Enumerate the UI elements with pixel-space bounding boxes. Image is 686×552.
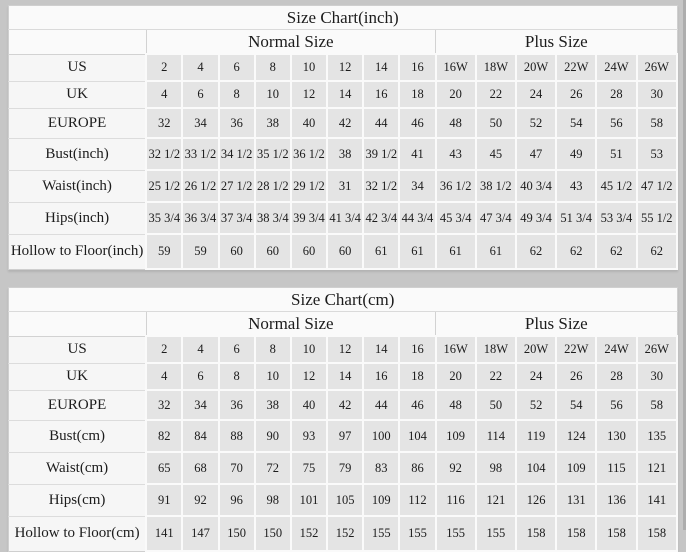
size-value-cell: 51 3/4: [556, 202, 596, 234]
size-value-cell: 92: [436, 452, 476, 484]
size-value-cell: 10: [291, 336, 327, 363]
size-value-cell: 32: [146, 108, 182, 138]
size-value-cell: 12: [291, 363, 327, 390]
size-value-cell: 60: [291, 234, 327, 269]
corner-cell: [9, 30, 147, 55]
row-label: EUROPE: [9, 108, 147, 138]
size-value-cell: 4: [146, 363, 182, 390]
size-value-cell: 114: [476, 420, 516, 452]
size-value-cell: 41 3/4: [327, 202, 363, 234]
size-value-cell: 147: [182, 516, 218, 551]
size-value-cell: 12: [327, 54, 363, 81]
size-value-cell: 55 1/2: [637, 202, 678, 234]
size-value-cell: 58: [637, 390, 677, 420]
size-value-cell: 36 1/2: [291, 138, 327, 170]
size-value-cell: 112: [399, 484, 435, 516]
table-title-row: [9, 6, 678, 30]
table-row: [9, 170, 678, 202]
size-value-cell: 16: [399, 336, 435, 363]
size-value-cell: 150: [255, 516, 291, 551]
size-value-cell: 26: [556, 81, 596, 108]
size-value-cell: 155: [363, 516, 399, 551]
size-value-cell: 26W: [637, 336, 677, 363]
size-value-cell: 8: [219, 363, 255, 390]
size-value-cell: 93: [291, 420, 327, 452]
size-value-cell: 18W: [476, 336, 516, 363]
table-row: [9, 54, 678, 81]
size-value-cell: 130: [596, 420, 636, 452]
size-value-cell: 86: [399, 452, 435, 484]
table-row: [9, 516, 678, 551]
size-value-cell: 136: [596, 484, 636, 516]
size-value-cell: 54: [556, 108, 596, 138]
size-value-cell: 38: [255, 108, 291, 138]
size-value-cell: 61: [363, 234, 399, 269]
size-value-cell: 45 1/2: [596, 170, 636, 202]
size-value-cell: 96: [219, 484, 255, 516]
size-value-cell: 2: [146, 336, 182, 363]
size-value-cell: 158: [637, 516, 677, 551]
row-label: UK: [9, 363, 147, 390]
size-value-cell: 61: [436, 234, 476, 269]
size-value-cell: 58: [637, 108, 678, 138]
table-row: [9, 108, 678, 138]
size-value-cell: 50: [476, 108, 516, 138]
size-value-cell: 25 1/2: [146, 170, 182, 202]
size-value-cell: 56: [596, 108, 636, 138]
size-value-cell: 98: [476, 452, 516, 484]
size-value-cell: 36 3/4: [182, 202, 218, 234]
size-value-cell: 40: [291, 108, 327, 138]
table-row: [9, 336, 678, 363]
normal-size-header: Normal Size: [146, 312, 435, 337]
size-value-cell: 141: [637, 484, 677, 516]
size-value-cell: 82: [146, 420, 182, 452]
table-row: [9, 363, 678, 390]
size-value-cell: 105: [327, 484, 363, 516]
size-value-cell: 20: [436, 81, 476, 108]
size-value-cell: 24W: [596, 336, 636, 363]
size-value-cell: 38 1/2: [476, 170, 516, 202]
size-value-cell: 33 1/2: [182, 138, 218, 170]
size-value-cell: 38 3/4: [255, 202, 291, 234]
size-value-cell: 83: [363, 452, 399, 484]
size-value-cell: 60: [219, 234, 255, 269]
size-value-cell: 45 3/4: [436, 202, 476, 234]
size-value-cell: 121: [476, 484, 516, 516]
size-value-cell: 50: [476, 390, 516, 420]
size-value-cell: 24W: [596, 54, 636, 81]
table-row: [9, 234, 678, 269]
row-label: UK: [9, 81, 147, 108]
size-value-cell: 126: [516, 484, 556, 516]
size-value-cell: 6: [182, 363, 218, 390]
size-value-cell: 29 1/2: [291, 170, 327, 202]
size-value-cell: 59: [182, 234, 218, 269]
size-value-cell: 31: [327, 170, 363, 202]
size-value-cell: 40: [291, 390, 327, 420]
size-value-cell: 131: [556, 484, 596, 516]
size-value-cell: 35 3/4: [146, 202, 182, 234]
size-value-cell: 14: [327, 81, 363, 108]
size-value-cell: 38: [327, 138, 363, 170]
size-value-cell: 6: [219, 54, 255, 81]
size-value-cell: 42: [327, 108, 363, 138]
size-value-cell: 16W: [436, 54, 476, 81]
row-label: Waist(inch): [9, 170, 147, 202]
table-title: Size Chart(inch): [9, 6, 678, 30]
table-row: [9, 484, 678, 516]
size-value-cell: 36 1/2: [436, 170, 476, 202]
row-label: Hips(inch): [9, 202, 147, 234]
size-value-cell: 104: [516, 452, 556, 484]
table-title: Size Chart(cm): [9, 288, 678, 312]
size-value-cell: 56: [596, 390, 636, 420]
size-value-cell: 109: [556, 452, 596, 484]
row-label: Bust(inch): [9, 138, 147, 170]
size-value-cell: 28: [596, 81, 636, 108]
size-value-cell: 4: [182, 336, 218, 363]
size-value-cell: 62: [516, 234, 556, 269]
size-value-cell: 34: [182, 108, 218, 138]
size-value-cell: 41: [399, 138, 435, 170]
size-value-cell: 52: [516, 108, 556, 138]
size-value-cell: 43: [436, 138, 476, 170]
size-value-cell: 49 3/4: [516, 202, 556, 234]
size-value-cell: 70: [219, 452, 255, 484]
size-value-cell: 26 1/2: [182, 170, 218, 202]
size-value-cell: 152: [327, 516, 363, 551]
size-value-cell: 34 1/2: [219, 138, 255, 170]
size-value-cell: 152: [291, 516, 327, 551]
table-row: [9, 202, 678, 234]
size-value-cell: 34: [399, 170, 435, 202]
size-value-cell: 30: [637, 81, 678, 108]
size-value-cell: 28 1/2: [255, 170, 291, 202]
normal-size-header: Normal Size: [146, 30, 435, 55]
size-value-cell: 116: [436, 484, 476, 516]
size-value-cell: 42: [327, 390, 363, 420]
size-value-cell: 155: [476, 516, 516, 551]
size-value-cell: 79: [327, 452, 363, 484]
size-value-cell: 35 1/2: [255, 138, 291, 170]
size-value-cell: 46: [399, 108, 435, 138]
size-value-cell: 60: [255, 234, 291, 269]
size-value-cell: 20: [436, 363, 476, 390]
size-value-cell: 14: [363, 336, 399, 363]
size-value-cell: 43: [556, 170, 596, 202]
size-value-cell: 18: [399, 363, 435, 390]
size-value-cell: 51: [596, 138, 636, 170]
size-value-cell: 90: [255, 420, 291, 452]
size-value-cell: 91: [146, 484, 182, 516]
size-value-cell: 24: [516, 81, 556, 108]
table-row: [9, 138, 678, 170]
size-value-cell: 8: [219, 81, 255, 108]
size-value-cell: 36: [219, 390, 255, 420]
size-value-cell: 32 1/2: [146, 138, 182, 170]
size-value-cell: 54: [556, 390, 596, 420]
size-value-cell: 18: [399, 81, 435, 108]
table-row: [9, 390, 678, 420]
size-value-cell: 12: [291, 81, 327, 108]
size-value-cell: 44 3/4: [399, 202, 435, 234]
size-value-cell: 8: [255, 336, 291, 363]
plus-size-header: Plus Size: [436, 30, 677, 55]
size-value-cell: 60: [327, 234, 363, 269]
size-value-cell: 4: [146, 81, 182, 108]
size-value-cell: 100: [363, 420, 399, 452]
size-value-cell: 158: [596, 516, 636, 551]
size-value-cell: 52: [516, 390, 556, 420]
size-value-cell: 49: [556, 138, 596, 170]
size-value-cell: 37 3/4: [219, 202, 255, 234]
size-value-cell: 155: [399, 516, 435, 551]
size-value-cell: 53 3/4: [596, 202, 636, 234]
row-label: Bust(cm): [9, 420, 147, 452]
size-value-cell: 124: [556, 420, 596, 452]
size-chart-inch-body: [9, 54, 678, 269]
size-value-cell: 40 3/4: [516, 170, 556, 202]
size-value-cell: 48: [436, 108, 476, 138]
row-label: US: [9, 336, 147, 363]
row-label: Hollow to Floor(inch): [9, 234, 147, 269]
size-value-cell: 44: [363, 390, 399, 420]
size-value-cell: 141: [146, 516, 182, 551]
size-value-cell: 62: [596, 234, 636, 269]
size-value-cell: 65: [146, 452, 182, 484]
size-value-cell: 6: [182, 81, 218, 108]
size-value-cell: 6: [219, 336, 255, 363]
size-value-cell: 10: [255, 363, 291, 390]
size-value-cell: 28: [596, 363, 636, 390]
size-value-cell: 26: [556, 363, 596, 390]
size-value-cell: 38: [255, 390, 291, 420]
size-value-cell: 104: [399, 420, 435, 452]
size-value-cell: 2: [146, 54, 182, 81]
size-value-cell: 61: [399, 234, 435, 269]
plus-size-header: Plus Size: [436, 312, 677, 337]
size-chart-cm-table: [8, 287, 678, 552]
size-value-cell: 30: [637, 363, 677, 390]
size-value-cell: 84: [182, 420, 218, 452]
size-value-cell: 98: [255, 484, 291, 516]
size-value-cell: 20W: [516, 336, 556, 363]
size-chart-inch-table: [8, 5, 678, 270]
table-title-row: [9, 288, 678, 312]
size-value-cell: 109: [363, 484, 399, 516]
size-value-cell: 8: [255, 54, 291, 81]
size-group-row: [9, 30, 678, 55]
size-value-cell: 32: [146, 390, 182, 420]
size-value-cell: 44: [363, 108, 399, 138]
size-value-cell: 34: [182, 390, 218, 420]
size-value-cell: 42 3/4: [363, 202, 399, 234]
size-value-cell: 10: [255, 81, 291, 108]
corner-cell: [9, 312, 147, 337]
size-value-cell: 72: [255, 452, 291, 484]
size-value-cell: 155: [436, 516, 476, 551]
row-label: US: [9, 54, 147, 81]
size-value-cell: 39 3/4: [291, 202, 327, 234]
size-value-cell: 62: [556, 234, 596, 269]
row-label: Hollow to Floor(cm): [9, 516, 147, 551]
size-value-cell: 47 3/4: [476, 202, 516, 234]
size-value-cell: 46: [399, 390, 435, 420]
size-chart-cm-body: [9, 336, 678, 551]
size-value-cell: 150: [219, 516, 255, 551]
size-value-cell: 135: [637, 420, 677, 452]
table-row: [9, 452, 678, 484]
size-value-cell: 39 1/2: [363, 138, 399, 170]
size-value-cell: 22W: [556, 336, 596, 363]
size-value-cell: 75: [291, 452, 327, 484]
table-row: [9, 81, 678, 108]
size-value-cell: 32 1/2: [363, 170, 399, 202]
size-value-cell: 4: [182, 54, 218, 81]
size-value-cell: 48: [436, 390, 476, 420]
size-value-cell: 14: [363, 54, 399, 81]
size-value-cell: 158: [556, 516, 596, 551]
size-value-cell: 14: [327, 363, 363, 390]
row-label: EUROPE: [9, 390, 147, 420]
size-value-cell: 16W: [436, 336, 476, 363]
size-value-cell: 119: [516, 420, 556, 452]
row-label: Waist(cm): [9, 452, 147, 484]
size-group-row: [9, 312, 678, 337]
size-value-cell: 59: [146, 234, 182, 269]
size-value-cell: 16: [363, 81, 399, 108]
size-value-cell: 12: [327, 336, 363, 363]
size-value-cell: 10: [291, 54, 327, 81]
size-value-cell: 16: [363, 363, 399, 390]
size-value-cell: 45: [476, 138, 516, 170]
size-value-cell: 22: [476, 81, 516, 108]
size-value-cell: 109: [436, 420, 476, 452]
size-value-cell: 36: [219, 108, 255, 138]
size-value-cell: 27 1/2: [219, 170, 255, 202]
size-value-cell: 101: [291, 484, 327, 516]
size-value-cell: 24: [516, 363, 556, 390]
size-value-cell: 158: [516, 516, 556, 551]
size-value-cell: 92: [182, 484, 218, 516]
size-value-cell: 20W: [516, 54, 556, 81]
row-label: Hips(cm): [9, 484, 147, 516]
size-value-cell: 16: [399, 54, 435, 81]
size-value-cell: 47: [516, 138, 556, 170]
size-value-cell: 97: [327, 420, 363, 452]
size-value-cell: 62: [637, 234, 678, 269]
size-value-cell: 47 1/2: [637, 170, 678, 202]
size-value-cell: 18W: [476, 54, 516, 81]
size-value-cell: 26W: [637, 54, 678, 81]
size-value-cell: 61: [476, 234, 516, 269]
size-value-cell: 22W: [556, 54, 596, 81]
size-value-cell: 53: [637, 138, 678, 170]
size-value-cell: 121: [637, 452, 677, 484]
table-row: [9, 420, 678, 452]
size-value-cell: 115: [596, 452, 636, 484]
size-value-cell: 88: [219, 420, 255, 452]
size-value-cell: 22: [476, 363, 516, 390]
size-value-cell: 68: [182, 452, 218, 484]
